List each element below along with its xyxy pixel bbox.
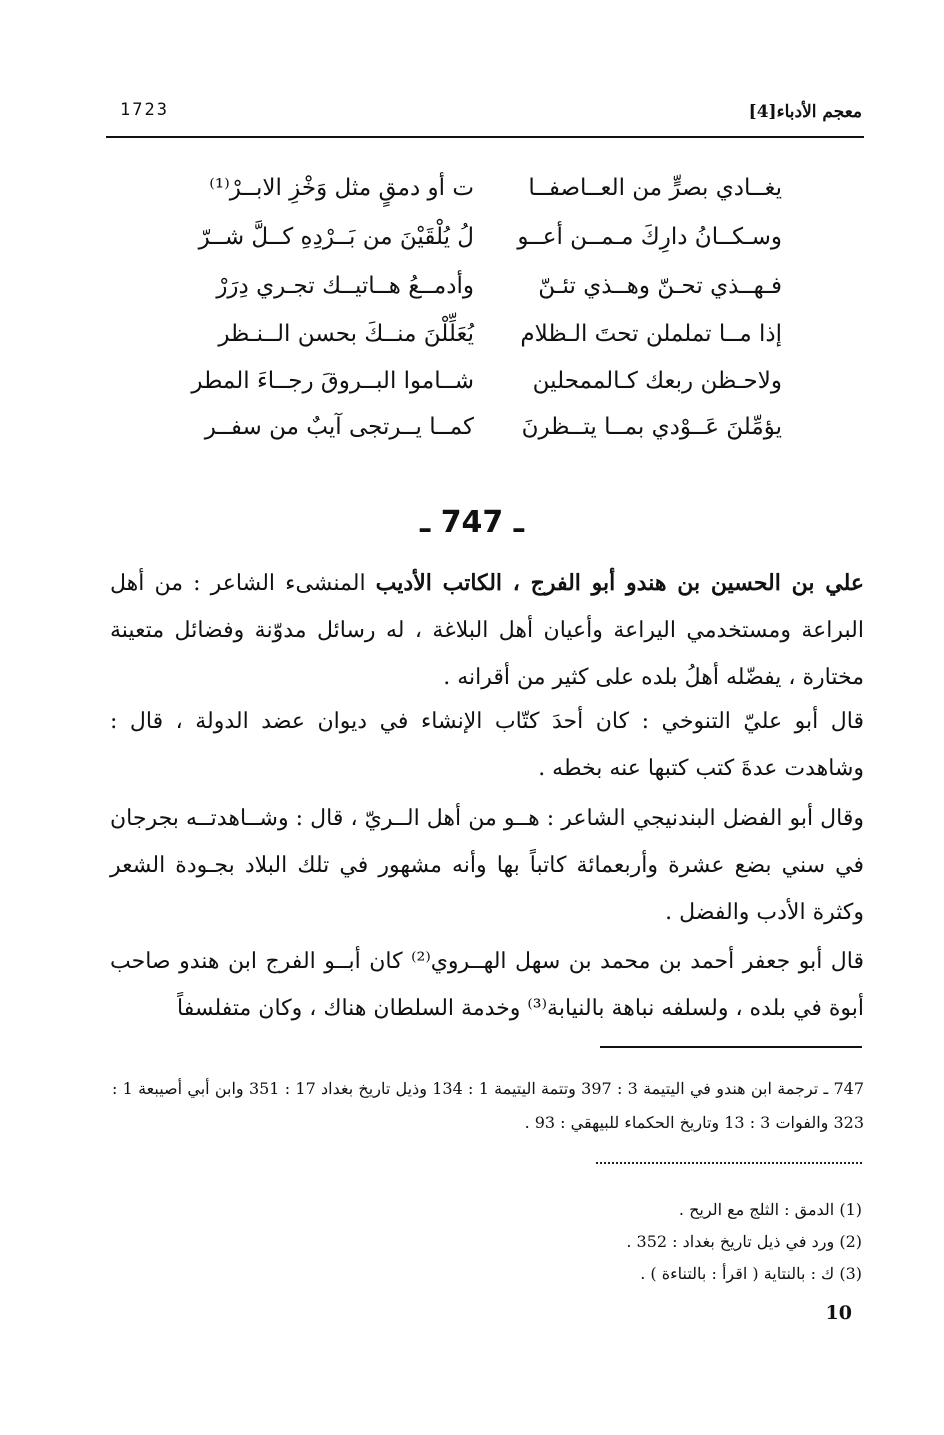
verse-hemistich-left: ت أو دمقٍ مثل وَخْزِ الابــرْ⁽¹⁾ [209,175,474,201]
entry-heading-name: علي بن الحسين بن هندو أبو الفرج ، الكاتب الأديب [375,570,864,596]
verse-hemistich-left: كمــا يــرتجى آيبٌ من سفــر [204,414,474,440]
footnote-3: (3) ك : بالنتاية ( اقرأ : بالتناءة ) . [640,1264,862,1283]
footnote-1: (1) الدمق : الثلج مع الريح . [678,1200,862,1219]
paragraph-intro-text: المنشىء الشاعر : من أهل البراعة ومستخدمي اليراعة وأعيان أهل البلاغة ، له رسائل مدوّنة وفضائل متعينة مختارة ، يفضّله أهلُ بلده على كثير من أقرانه . [110,571,864,690]
verse-hemistich-right: فـهــذي تحـنّ وهــذي تئـنّ [538,273,782,299]
folio-number: 10 [825,1302,852,1324]
verse-hemistich-right: ولاحـظن ربعك كـالممحلين [532,368,782,394]
verse-hemistich-right: يؤمِّلنَ عَــوْدي بمــا يتــظرنَ [521,414,782,440]
source-footnote: 747 ـ ترجمة ابن هندو في اليتيمة 3 : 397 وتتمة اليتيمة 1 : 134 وذيل تاريخ بغداد 17 : 351 وابن أبي أصيبعة 1 : 323 والفوات 3 : 13 وتاريخ الحكماء للبيهقي : 93 . [112,1079,864,1132]
paragraph-tanukhi: قال أبو عليّ التنوخي : كان أحدَ كتّاب الإنشاء في ديوان عضد الدولة ، قال : وشاهدت عدةَ كتب كتبها عنه بخطه . [110,709,864,781]
footnote-divider [600,1046,862,1048]
verse-hemistich-left: لُ يُلْقَيْنَ من بَــرْدِهِ كــلَّ شــرّ [198,224,474,250]
verse-hemistich-left: يُعَلِّلْنَ منــكَ بحسن الــنـظر [218,321,474,347]
dotted-divider [596,1162,862,1164]
verse-hemistich-right: يغــادي بصرٍّ من العــاصفــا [528,175,782,201]
page-number: 1723 [120,100,169,120]
verse-hemistich-left: وأدمــعُ هــاتيــك تجـري دِرَرْ [216,273,474,299]
header-divider [106,136,864,138]
verse-hemistich-right: إذا مــا تململن تحتَ الـظلام [520,321,782,347]
paragraph-bandaniji: وقال أبو الفضل البندنيجي الشاعر : هــو من أهل الــريّ ، قال : وشــاهدتــه بجرجان في سني بضع عشرة وأربعمائة كاتباً بها وأنه مشهور في تلك البلاد بجـودة الشعر وكثرة الأدب والفضل . [110,806,864,925]
verse-hemistich-left: شــاموا البــروقَ رجــاءَ المطر [191,368,474,394]
footnote-2: (2) ورد في ذيل تاريخ بغداد : 352 . [626,1232,862,1251]
running-header-title: معجم الأدباء[4] [748,102,862,122]
entry-number: ـ 747 ـ [419,505,525,540]
paragraph-harawi: قال أبو جعفر أحمد بن محمد بن سهل الهــروي⁽²⁾ كان أبــو الفرج ابن هندو صاحب أبوة في بلده ، ولسلفه نباهة بالنيابة⁽³⁾ وخدمة السلطان هناك ، وكان متفلسفاً [110,949,865,1021]
paragraph-intro [110,560,864,701]
verse-hemistich-right: وسـكــانُ دارِكَ مـمــن أعــو [517,224,782,250]
